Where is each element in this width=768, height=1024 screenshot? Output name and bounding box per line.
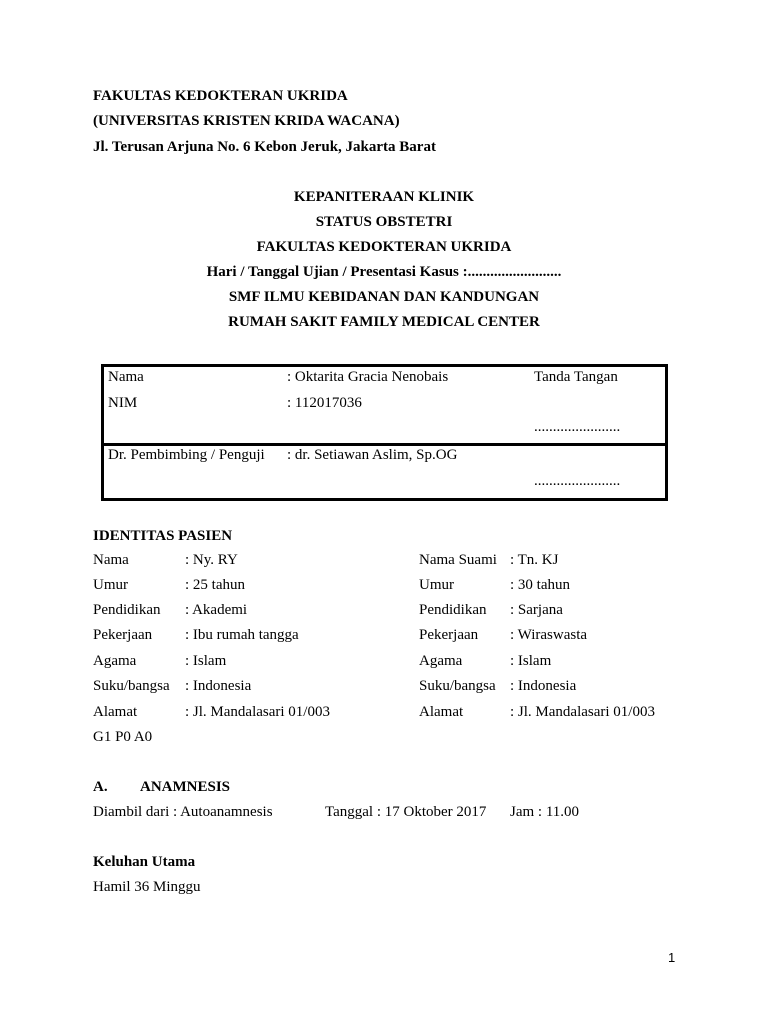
student-nim-value: : 112017036 <box>287 395 362 411</box>
obstetric-formula: G1 P0 A0 <box>93 729 153 745</box>
husband-education-value: : Sarjana <box>510 602 563 618</box>
chief-complaint-heading: Keluhan Utama <box>93 854 196 870</box>
exam-date-line: Hari / Tanggal Ujian / Presentasi Kasus :......................... <box>206 264 562 280</box>
patient-name-label: Nama <box>93 552 129 568</box>
patient-occupation-label: Pekerjaan <box>93 627 153 643</box>
patient-religion-label: Agama <box>93 653 137 669</box>
husband-address-value: : Jl. Mandalasari 01/003 <box>510 704 655 720</box>
husband-education-label: Pendidikan <box>419 602 487 618</box>
faculty-name: FAKULTAS KEDOKTERAN UKRIDA <box>93 88 348 104</box>
husband-name-value: : Tn. KJ <box>510 552 559 568</box>
section-letter: A. <box>93 779 108 795</box>
examiner-label: Dr. Pembimbing / Penguji <box>108 447 265 463</box>
patient-education-value: : Akademi <box>185 602 248 618</box>
faculty-address: Jl. Terusan Arjuna No. 6 Kebon Jeruk, Jakarta Barat <box>93 139 436 155</box>
patient-identity-heading: IDENTITAS PASIEN <box>93 528 233 544</box>
examiner-value: : dr. Setiawan Aslim, Sp.OG <box>287 447 458 463</box>
examiner-signature-line: ....................... <box>534 473 621 489</box>
student-name-value: : Oktarita Gracia Nenobais <box>287 369 449 385</box>
patient-religion-value: : Islam <box>185 653 227 669</box>
patient-address-value: : Jl. Mandalasari 01/003 <box>185 704 330 720</box>
student-nim-label: NIM <box>108 395 138 411</box>
anamnesis-heading: ANAMNESIS <box>140 779 231 795</box>
title-hospital: RUMAH SAKIT FAMILY MEDICAL CENTER <box>228 314 540 330</box>
husband-ethnicity-label: Suku/bangsa <box>419 678 496 694</box>
title-faculty: FAKULTAS KEDOKTERAN UKRIDA <box>256 239 512 255</box>
patient-address-label: Alamat <box>93 704 138 720</box>
husband-religion-label: Agama <box>419 653 463 669</box>
university-name: (UNIVERSITAS KRISTEN KRIDA WACANA) <box>93 113 400 129</box>
patient-occupation-value: : Ibu rumah tangga <box>185 627 299 643</box>
husband-ethnicity-value: : Indonesia <box>510 678 577 694</box>
patient-name-value: : Ny. RY <box>185 552 238 568</box>
husband-occupation-label: Pekerjaan <box>419 627 479 643</box>
student-name-label: Nama <box>108 369 144 385</box>
page-number: 1 <box>668 950 676 965</box>
patient-age-value: : 25 tahun <box>185 577 245 593</box>
patient-ethnicity-value: : Indonesia <box>185 678 252 694</box>
patient-ethnicity-label: Suku/bangsa <box>93 678 170 694</box>
signature-label: Tanda Tangan <box>534 369 618 385</box>
husband-name-label: Nama Suami <box>419 552 497 568</box>
husband-occupation-value: : Wiraswasta <box>510 627 588 643</box>
title-smf: SMF ILMU KEBIDANAN DAN KANDUNGAN <box>228 289 540 305</box>
anamnesis-date: Tanggal : 17 Oktober 2017 <box>325 804 487 820</box>
chief-complaint-text: Hamil 36 Minggu <box>93 879 201 895</box>
husband-age-value: : 30 tahun <box>510 577 570 593</box>
husband-religion-value: : Islam <box>510 653 552 669</box>
patient-age-label: Umur <box>93 577 128 593</box>
anamnesis-source: Diambil dari : Autoanamnesis <box>93 804 273 820</box>
student-signature-line: ....................... <box>534 419 621 435</box>
title-kepaniteraan: KEPANITERAAN KLINIK <box>293 189 475 205</box>
patient-education-label: Pendidikan <box>93 602 161 618</box>
husband-address-label: Alamat <box>419 704 464 720</box>
husband-age-label: Umur <box>419 577 454 593</box>
title-status: STATUS OBSTETRI <box>315 214 453 230</box>
anamnesis-time: Jam : 11.00 <box>510 804 580 820</box>
